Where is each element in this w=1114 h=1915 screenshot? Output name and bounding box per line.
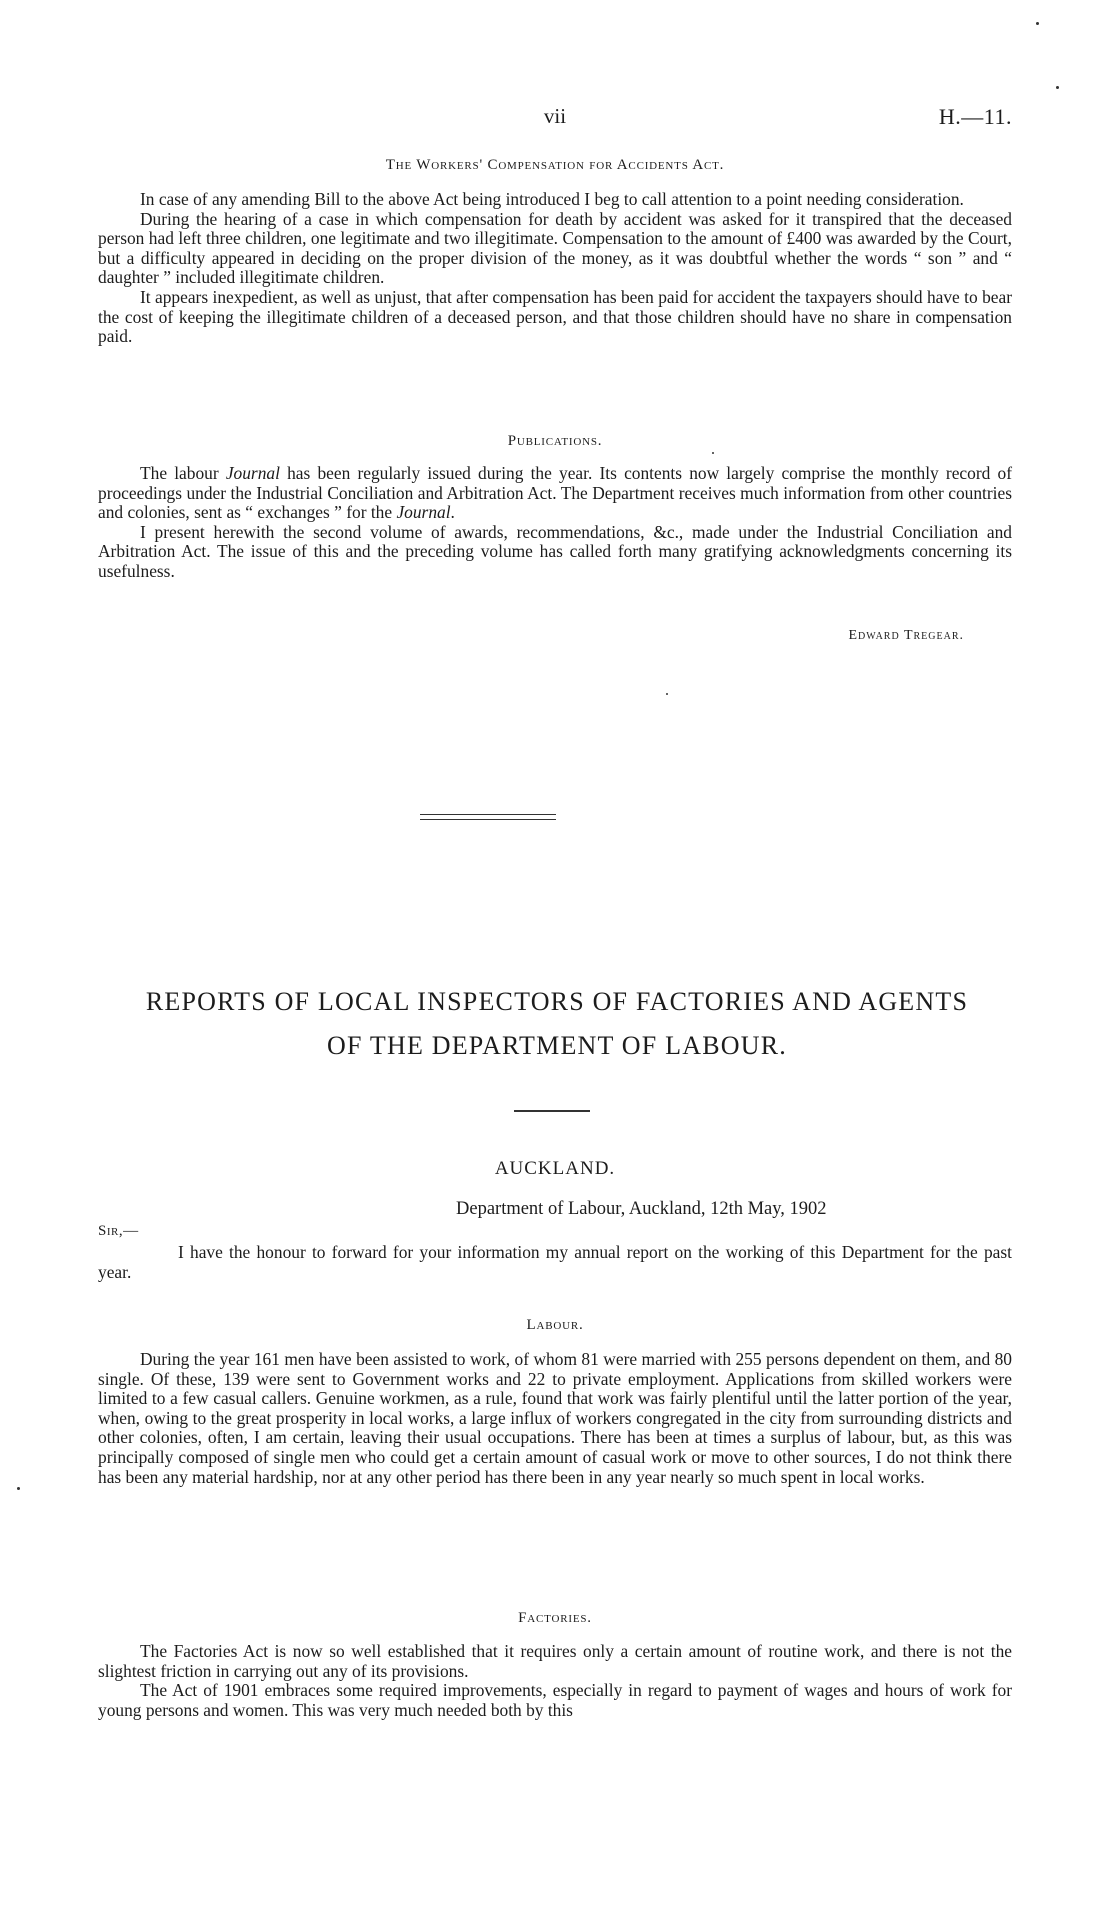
report-title-line: REPORTS OF LOCAL INSPECTORS OF FACTORIES AND AGENTS (145, 987, 969, 1016)
publications-body (98, 464, 1012, 582)
page-number: vii (543, 104, 567, 128)
paragraph: During the hearing of a case in which compensation for death by accident was asked for it transpired that the deceased person had left three children, one legitimate and two illegitimate. Compensation to the amount of £400 was awarded by the Court, but a difficulty appeared in deciding on the proper division of the money, as it was doubtful whether the words “ son ” and “ daughter ” included illegitimate children. (98, 208, 1012, 288)
signature: Edward Tregear. (848, 628, 964, 643)
factories-body (98, 1642, 1012, 1720)
section-heading-labour: Labour. (526, 1317, 584, 1333)
text-run: has been regularly issued during the year. Its contents now largely comprise the monthly record of proceedings under the Industrial Conciliation and Arbitration Act. The Department receives much information from other countries and colonies, sent as “ exchanges ” for the (98, 463, 1012, 523)
page-header (98, 104, 1012, 134)
section-divider (420, 819, 556, 820)
scan-speck (712, 452, 714, 454)
paragraph: I present herewith the second volume of awards, recommendations, &c., made under the Industrial Conciliation and Arbitration Act. The issue of this and the preceding volume has called forth many gratifying acknowledgments concerning its usefulness. (98, 521, 1012, 581)
short-divider (514, 1110, 590, 1112)
section-divider (420, 814, 556, 815)
workers-compensation-body (98, 190, 1012, 347)
paragraph (98, 464, 1012, 523)
scan-speck (1056, 86, 1059, 89)
section-heading-factories: Factories. (518, 1610, 592, 1626)
paragraph: I have the honour to forward for your information my annual report on the working of this Department for the past year. (98, 1242, 1012, 1282)
journal-title: Journal (396, 502, 451, 523)
dateline: Department of Labour, Auckland, 12th May, 1902 (456, 1199, 827, 1219)
report-title (60, 980, 1054, 1068)
labour-body (98, 1350, 1012, 1487)
text-run: The labour (140, 463, 226, 483)
salutation: Sir,— (98, 1223, 139, 1239)
paragraph: The Act of 1901 embraces some required improvements, especially in regard to payment of wages and hours of work for young persons and women. This was very much needed both by this (98, 1680, 1012, 1720)
place-heading: AUCKLAND. (494, 1158, 616, 1179)
paragraph: The Factories Act is now so well established that it requires only a certain amount of routine work, and there is not the slightest friction in carrying out any of its provisions. (98, 1641, 1012, 1681)
paragraph: It appears inexpedient, as well as unjust, that after compensation has been paid for accident the taxpayers should have to bear the cost of keeping the illegitimate children of a deceased person, and that those children should have no share in compensation paid. (98, 286, 1012, 347)
scan-speck (17, 1487, 20, 1490)
section-heading-workers-compensation: The Workers' Compensation for Accidents Act. (385, 157, 725, 173)
intro-body (98, 1243, 1012, 1282)
document-reference: H.—11. (938, 104, 1012, 129)
scan-speck (666, 693, 668, 695)
section-heading-publications: Publications. (507, 433, 603, 449)
paragraph: In case of any amending Bill to the above Act being introduced I beg to call attention to a point needing consideration. (140, 189, 964, 209)
journal-title: Journal (225, 463, 280, 483)
paragraph: During the year 161 men have been assisted to work, of whom 81 were married with 255 persons dependent on them, and 80 single. Of these, 139 were sent to Government works and 22 to private employment. Applications from skilled workers were limited to a few casual callers. Genuine workmen, as a rule, found that work was fairly plentiful until the latter portion of the year, when, owing to the great prosperity in local works, a large influx of workers congregated in the city from surrounding districts and other colonies, often, I am certain, leaving their usual occupations. There has been at times a surplus of labour, but, as this was principally composed of single men who could get a certain amount of casual work or move to other sources, I do not think there has been any material hardship, nor at any other period has there been in any year nearly so much spent in local works. (98, 1349, 1012, 1487)
report-title-line: OF THE DEPARTMENT OF LABOUR. (327, 1031, 787, 1060)
scan-speck (1036, 22, 1039, 25)
text-run: . (450, 502, 455, 523)
